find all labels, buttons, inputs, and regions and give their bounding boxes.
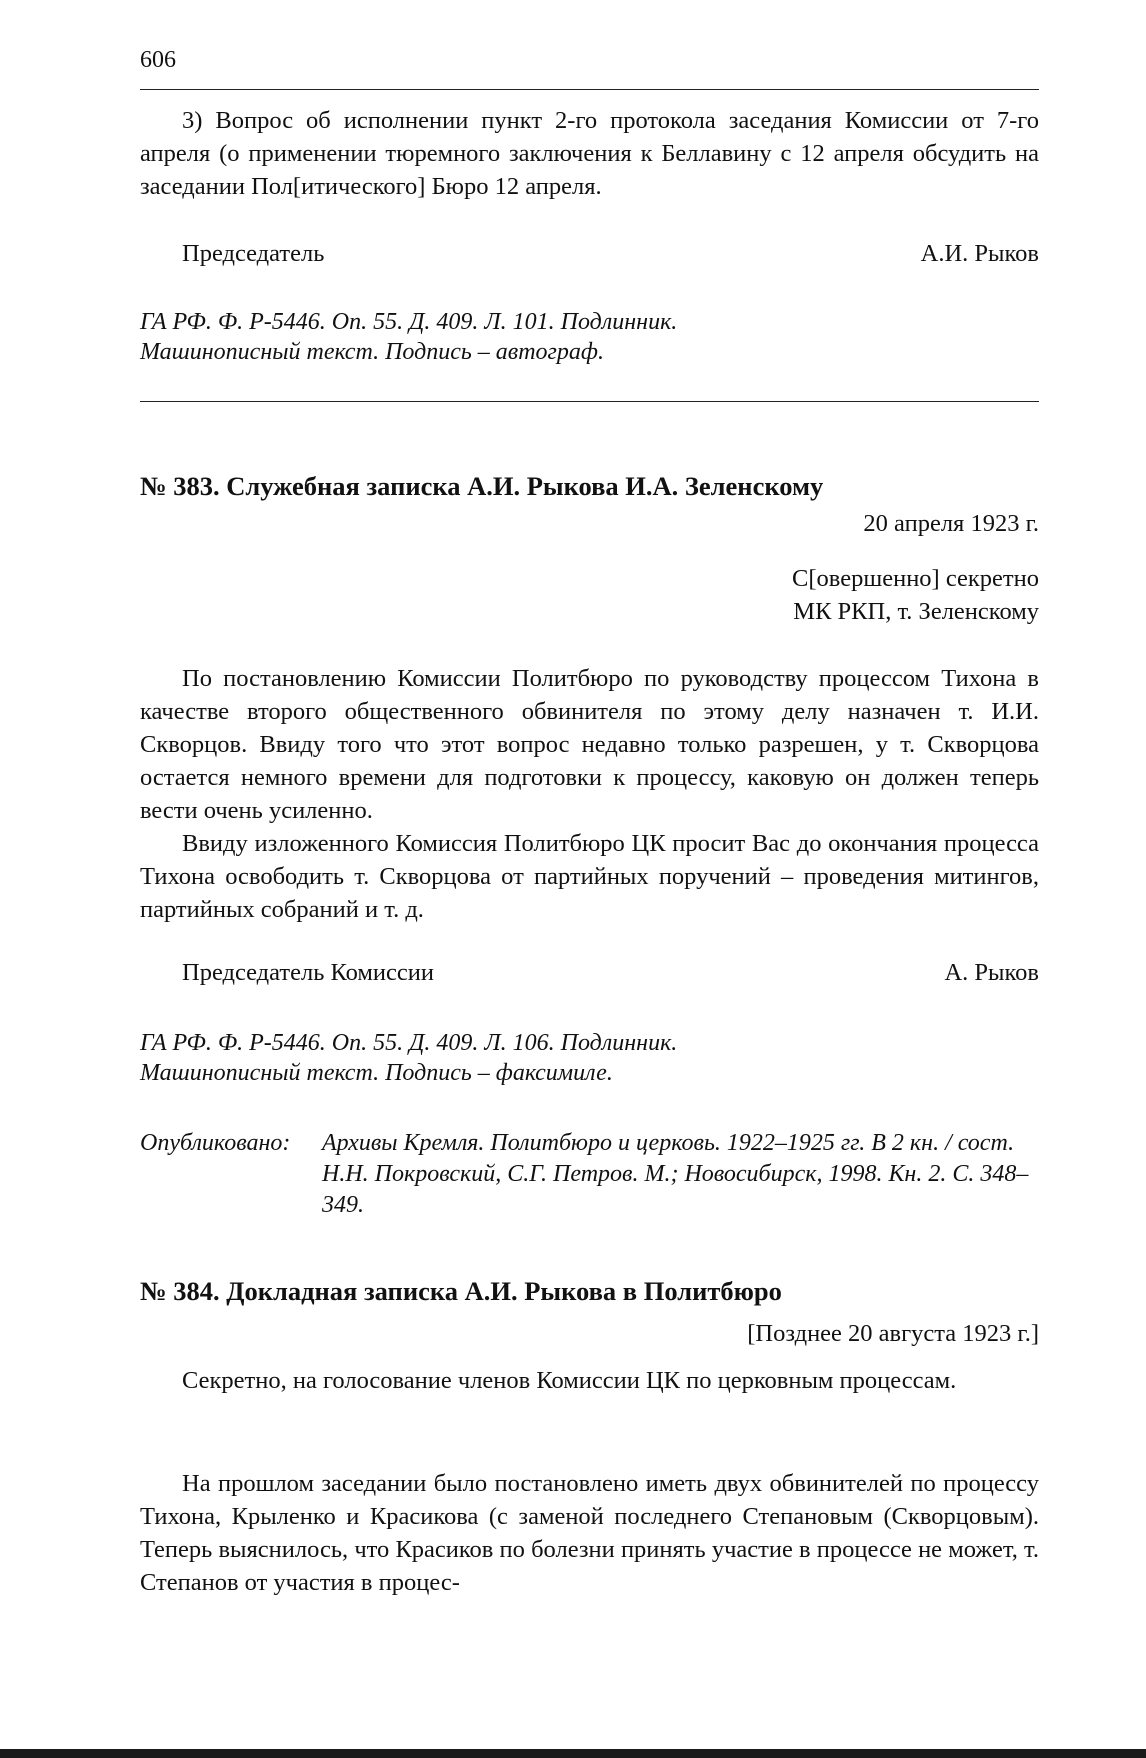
document-384-title: № 384. Докладная записка А.И. Рыкова в Политбюро: [140, 1276, 782, 1306]
signature-role: Председатель: [182, 240, 325, 267]
archive-source-line: Машинописный текст. Подпись – факсимиле.: [140, 1060, 613, 1086]
section-separator: [140, 401, 1039, 402]
document-384-heading-note: [140, 1364, 1039, 1397]
archive-source-line: ГА РФ. Ф. Р-5446. Оп. 55. Д. 409. Л. 106. Подлинник.: [140, 1030, 678, 1056]
archive-source-383: [140, 1028, 1039, 1088]
body-paragraph: На прошлом заседании было постановлено иметь двух обвинителей по процессу Тихона, Крыленко и Красикова (с заменой последнего Степановым (Скворцовым). Теперь выяснилось, что Красиков по болезни принять участие в процессе не может, т. Степанов от участия в процес-: [140, 1470, 1039, 1596]
header-rule: [140, 89, 1039, 90]
secrecy-stamp-text: С[овершенно] секретно: [792, 565, 1039, 592]
item-3-paragraph: 3) Вопрос об исполнении пункт 2-го протокола заседания Комиссии от 7-го апреля (о применении тюремного заключения к Беллавину с 12 апреля обсудить на заседании Пол[итического] Бюро 12 апреля.: [140, 107, 1039, 200]
published-label: Опубликовано:: [140, 1130, 291, 1156]
body-paragraph: Секретно, на голосование членов Комиссии ЦК по церковным процессам.: [182, 1367, 957, 1394]
page-number: 606: [140, 47, 176, 73]
document-383-body: [140, 662, 1039, 926]
document-384-date: [Позднее 20 августа 1923 г.]: [747, 1320, 1039, 1347]
archive-source-top: [140, 307, 1039, 367]
addressee: МК РКП, т. Зеленскому: [793, 598, 1039, 625]
document-384-body: [140, 1467, 1039, 1599]
archive-source-line: ГА РФ. Ф. Р-5446. Оп. 55. Д. 409. Л. 101. Подлинник.: [140, 309, 678, 335]
archive-source-line: Машинописный текст. Подпись – автограф.: [140, 339, 604, 365]
document-383-title: № 383. Служебная записка А.И. Рыкова И.А. Зеленскому: [140, 471, 824, 501]
body-paragraph: Ввиду изложенного Комиссия Политбюро ЦК просит Вас до окончания процесса Тихона освободить т. Скворцова от партийных поручений – проведения митингов, партийных собраний и т. д.: [140, 830, 1039, 923]
published-text: Архивы Кремля. Политбюро и церковь. 1922–1925 гг. В 2 кн. / сост. Н.Н. Покровский, С.Г. Петров. М.; Новосибирск, 1998. Кн. 2. С. 348–349.: [322, 1130, 1029, 1218]
scan-bottom-edge: [0, 1749, 1146, 1758]
body-paragraph: По постановлению Комиссии Политбюро по руководству процессом Тихона в качестве второго общественного обвинителя по этому делу назначен т. И.И. Скворцов. Ввиду того что этот вопрос недавно только разрешен, у т. Скворцова остается немного времени для подготовки к процессу, каковую он должен теперь вести очень усиленно.: [140, 665, 1039, 824]
previous-document-tail: [140, 104, 1039, 203]
signature-name: А.И. Рыков: [920, 240, 1039, 267]
document-383-header: [140, 562, 1039, 628]
signature-role: Председатель Комиссии: [182, 959, 434, 986]
document-383-date: 20 апреля 1923 г.: [863, 510, 1039, 537]
signature-name: А. Рыков: [944, 959, 1039, 986]
